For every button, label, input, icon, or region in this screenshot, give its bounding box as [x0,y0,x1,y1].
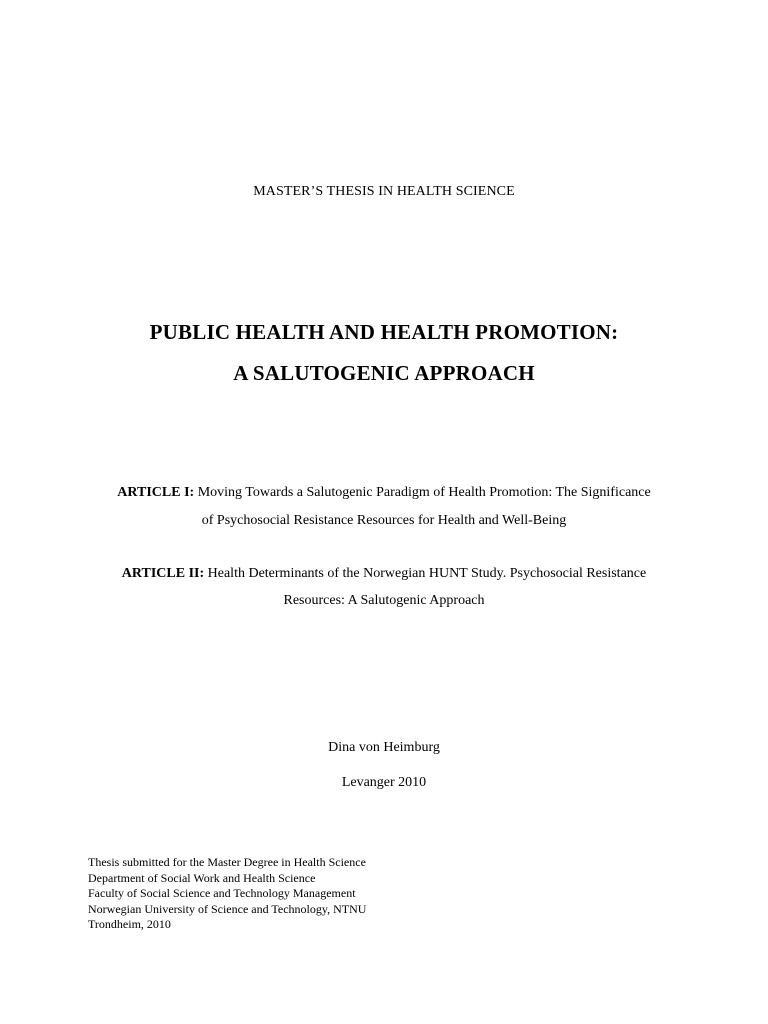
footer-line: Trondheim, 2010 [88,917,171,931]
article-2-line-2: Resources: A Salutogenic Approach [283,593,485,608]
article-1-line-2: of Psychosocial Resistance Resources for Health and Well-Being [201,513,567,528]
thesis-type: MASTER’S THESIS IN HEALTH SCIENCE [253,184,515,199]
thesis-title-line-2: A SALUTOGENIC APPROACH [233,361,535,385]
author-name: Dina von Heimburg [328,740,440,755]
place-year: Levanger 2010 [341,775,427,790]
article-1-label: ARTICLE I: [117,485,195,500]
footer-line: Faculty of Social Science and Technology Management [88,886,356,900]
article-2-title-part-1: Health Determinants of the Norwegian HUNT Study. Psychosocial Resistance [204,566,647,581]
footer-line: Thesis submitted for the Master Degree in Health Science [88,855,366,869]
article-2-label: ARTICLE II: [121,566,205,581]
footer-line: Department of Social Work and Health Science [88,870,316,885]
submission-info [88,855,366,933]
article-1-line-1 [0,485,768,501]
article-1-title-part-1: Moving Towards a Salutogenic Paradigm of Health Promotion: The Significance [194,485,651,500]
article-2-line-1 [0,566,768,582]
thesis-title-line-1: PUBLIC HEALTH AND HEALTH PROMOTION: [149,320,619,344]
footer-line: Norwegian University of Science and Technology, NTNU [88,901,367,916]
